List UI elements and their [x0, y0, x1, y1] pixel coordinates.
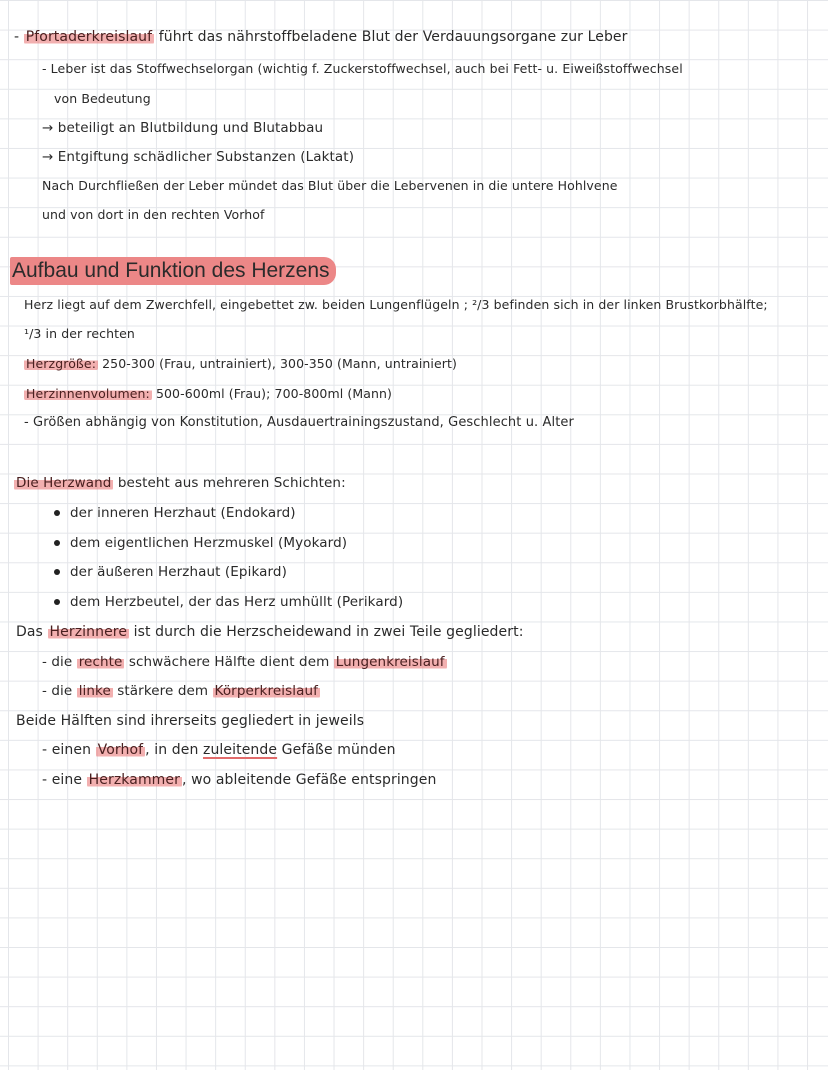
note-line-herzkammer	[42, 771, 436, 789]
note-line: Herz liegt auf dem Zwerchfell, eingebettet zw. beiden Lungenflügeln ; ²/3 befinden sich in der linken Brustkorbhälfte;	[24, 297, 768, 312]
bullet-icon	[54, 569, 60, 575]
highlight-herzinnere: Herzinnere	[49, 624, 128, 640]
list-item	[54, 534, 347, 552]
bullet-icon	[54, 510, 60, 516]
section-heading: Aufbau und Funktion des Herzens	[10, 257, 336, 285]
note-line: - Größen abhängig von Konstitution, Ausdauertrainingszustand, Geschlecht u. Alter	[24, 415, 574, 430]
note-text: - die	[42, 683, 77, 699]
list-item	[54, 563, 287, 581]
highlight-lungenkreislauf: Lungenkreislauf	[335, 654, 445, 670]
highlight-rechte: rechte	[78, 654, 123, 670]
note-line-herzinnere	[16, 623, 524, 641]
note-line: ¹/3 in der rechten	[24, 326, 135, 341]
note-line: - Leber ist das Stoffwechselorgan (wichtig f. Zuckerstoffwechsel, auch bei Fett- u. Eiweißstoffwechsel	[42, 61, 683, 76]
note-line: und von dort in den rechten Vorhof	[42, 207, 265, 222]
highlight-koerperkreislauf: Körperkreislauf	[214, 683, 318, 699]
highlight-herzgroesse: Herzgröße:	[26, 356, 97, 371]
note-text: besteht aus mehreren Schichten:	[113, 475, 346, 491]
note-text: - einen	[42, 742, 96, 758]
note-text: führt das nährstoffbeladene Blut der Verdauungsorgane zur Leber	[154, 29, 628, 45]
note-line-herzgroesse	[24, 355, 457, 373]
highlight-pfortaderkreislauf: Pfortaderkreislauf	[25, 29, 153, 45]
note-line-linke	[42, 682, 320, 700]
note-line: → beteiligt an Blutbildung und Blutabbau	[42, 120, 324, 136]
note-line-herzinnenvolumen	[24, 385, 392, 403]
list-item-text: der äußeren Herzhaut (Epikard)	[70, 564, 287, 580]
note-text: stärkere dem	[112, 683, 213, 699]
list-item-text: dem Herzbeutel, der das Herz umhüllt (Perikard)	[70, 594, 404, 610]
note-text: 500-600ml (Frau); 700-800ml (Mann)	[151, 386, 393, 401]
note-text: - eine	[42, 772, 87, 788]
note-text: Gefäße münden	[277, 742, 396, 758]
highlight-herzinnenvolumen: Herzinnenvolumen:	[26, 386, 150, 401]
highlight-herzkammer: Herzkammer	[88, 772, 180, 788]
note-line-vorhof	[42, 741, 396, 759]
note-text: - die	[42, 654, 77, 670]
note-line-pfortader	[14, 28, 628, 46]
note-line: Nach Durchfließen der Leber mündet das Blut über die Lebervenen in die untere Hohlvene	[42, 178, 618, 193]
note-line-herzwand	[14, 474, 346, 492]
note-text: , in den	[145, 742, 204, 758]
note-line: → Entgiftung schädlicher Substanzen (Laktat)	[42, 149, 355, 165]
note-text: schwächere Hälfte dient dem	[124, 654, 334, 670]
list-item-text: dem eigentlichen Herzmuskel (Myokard)	[70, 535, 348, 551]
note-text: 250-300 (Frau, untrainiert), 300-350 (Mann, untrainiert)	[98, 356, 458, 371]
list-item	[54, 593, 403, 611]
bullet-icon	[54, 540, 60, 546]
highlight-herzwand: Die Herzwand	[16, 475, 112, 491]
underline-zuleitende: zuleitende	[203, 742, 278, 758]
bullet-icon	[54, 599, 60, 605]
highlight-linke: linke	[78, 683, 111, 699]
note-line-rechte	[42, 653, 447, 671]
note-line: von Bedeutung	[54, 91, 151, 106]
dash: -	[14, 29, 24, 45]
note-line: Beide Hälften sind ihrerseits gegliedert in jeweils	[16, 713, 365, 729]
list-item-text: der inneren Herzhaut (Endokard)	[70, 505, 296, 521]
note-text: , wo ableitende Gefäße entspringen	[182, 772, 437, 788]
highlight-vorhof: Vorhof	[97, 742, 144, 758]
list-item	[54, 504, 296, 522]
note-text: Das	[16, 624, 48, 640]
note-text: ist durch die Herzscheidewand in zwei Teile gegliedert:	[129, 624, 524, 640]
